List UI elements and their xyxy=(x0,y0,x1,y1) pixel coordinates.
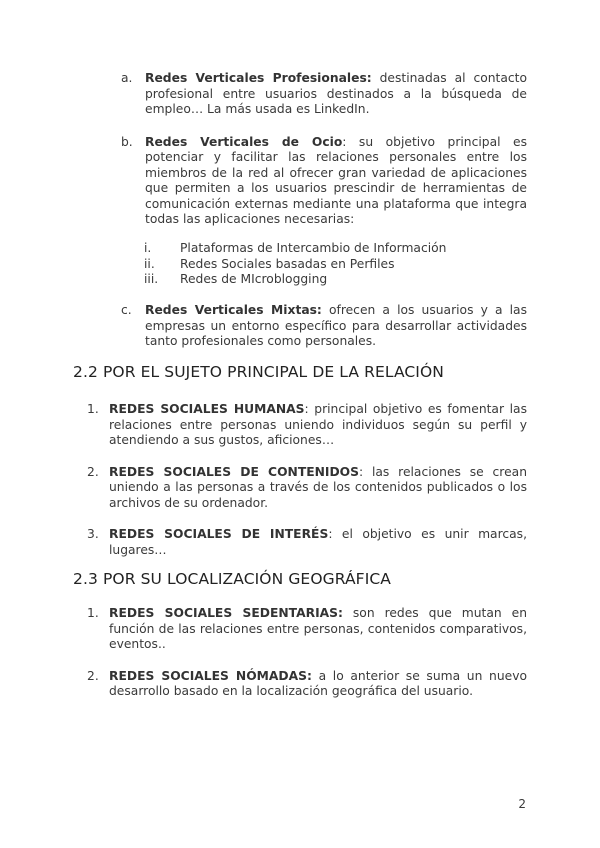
list-marker: c. xyxy=(121,303,132,317)
list-item xyxy=(87,606,528,653)
list-text: a lo anterior se suma un nuevo desarrollo basado en la localización geográfica del usuario. xyxy=(109,668,527,698)
list-marker: iii. xyxy=(144,272,159,286)
list-term: Redes Verticales Mixtas: xyxy=(145,303,322,317)
alpha-list-continued xyxy=(121,303,527,350)
list-marker: 3. xyxy=(87,527,99,541)
list-text: son redes que mutan en función de las relaciones entre personas, contenidos comparativos, eventos.. xyxy=(109,606,528,651)
list-marker: ii. xyxy=(144,256,155,271)
list-marker: 2. xyxy=(87,668,99,683)
list-item xyxy=(87,402,527,449)
list-item xyxy=(144,272,480,288)
list-marker: i. xyxy=(144,241,152,255)
list-marker: 1. xyxy=(87,606,99,620)
list-item xyxy=(144,256,480,273)
list-item xyxy=(87,668,527,700)
list-item xyxy=(121,134,527,228)
numbered-list xyxy=(87,402,527,558)
list-text: Redes Sociales basadas en Perfiles xyxy=(180,256,395,271)
numbered-list xyxy=(87,606,528,700)
list-item xyxy=(144,241,480,257)
section-heading: 2.2 POR EL SUJETO PRINCIPAL DE LA RELACIÓN xyxy=(73,363,444,381)
list-term: Redes Verticales Profesionales: xyxy=(145,71,372,85)
list-item xyxy=(87,464,527,512)
list-term: REDES SOCIALES NÓMADAS: xyxy=(109,668,312,683)
list-term: REDES SOCIALES DE CONTENIDOS xyxy=(109,464,359,479)
list-item xyxy=(87,527,527,558)
list-term: REDES SOCIALES SEDENTARIAS: xyxy=(109,606,343,620)
list-text: : principal objetivo es fomentar las relaciones entre personas uniendo individuos según su perfil y atendiendo a sus gustos, aficiones… xyxy=(109,402,527,447)
list-text: : su objetivo principal es potenciar y facilitar las relaciones personales entre los miembros de la red al ofrecer gran variedad de aplicaciones que permiten a los usuarios prescindir de herramientas de comunicación externas mediante una plataforma que integra todas las aplicaciones necesarias: xyxy=(145,134,527,226)
list-term: REDES SOCIALES DE INTERÉS xyxy=(109,527,329,541)
list-marker: a. xyxy=(121,71,133,85)
list-text: destinadas al contacto profesional entre usuarios destinados a la búsqueda de empleo… La más usada es LinkedIn. xyxy=(145,71,527,116)
list-text: Plataformas de Intercambio de Información xyxy=(180,241,447,255)
list-text: ofrecen a los usuarios y a las empresas un entorno específico para desarrollar actividades tanto profesionales como personales. xyxy=(145,303,527,348)
list-term: Redes Verticales de Ocio xyxy=(145,134,343,149)
list-text: : el objetivo es unir marcas, lugares… xyxy=(109,527,527,557)
list-marker: 1. xyxy=(87,402,99,416)
list-marker: b. xyxy=(121,134,133,149)
roman-list xyxy=(144,241,480,288)
page-number: 2 xyxy=(518,797,526,811)
list-item xyxy=(121,71,527,118)
list-text: Redes de MIcroblogging xyxy=(180,272,328,286)
section-heading: 2.3 POR SU LOCALIZACIÓN GEOGRÁFICA xyxy=(73,570,391,588)
alpha-list xyxy=(121,71,527,228)
list-marker: 2. xyxy=(87,464,99,479)
list-text: : las relaciones se crean uniendo a las personas a través de los contenidos publicados o los archivos de su ordenador. xyxy=(109,464,527,510)
list-term: REDES SOCIALES HUMANAS xyxy=(109,402,305,416)
list-item xyxy=(121,303,527,350)
